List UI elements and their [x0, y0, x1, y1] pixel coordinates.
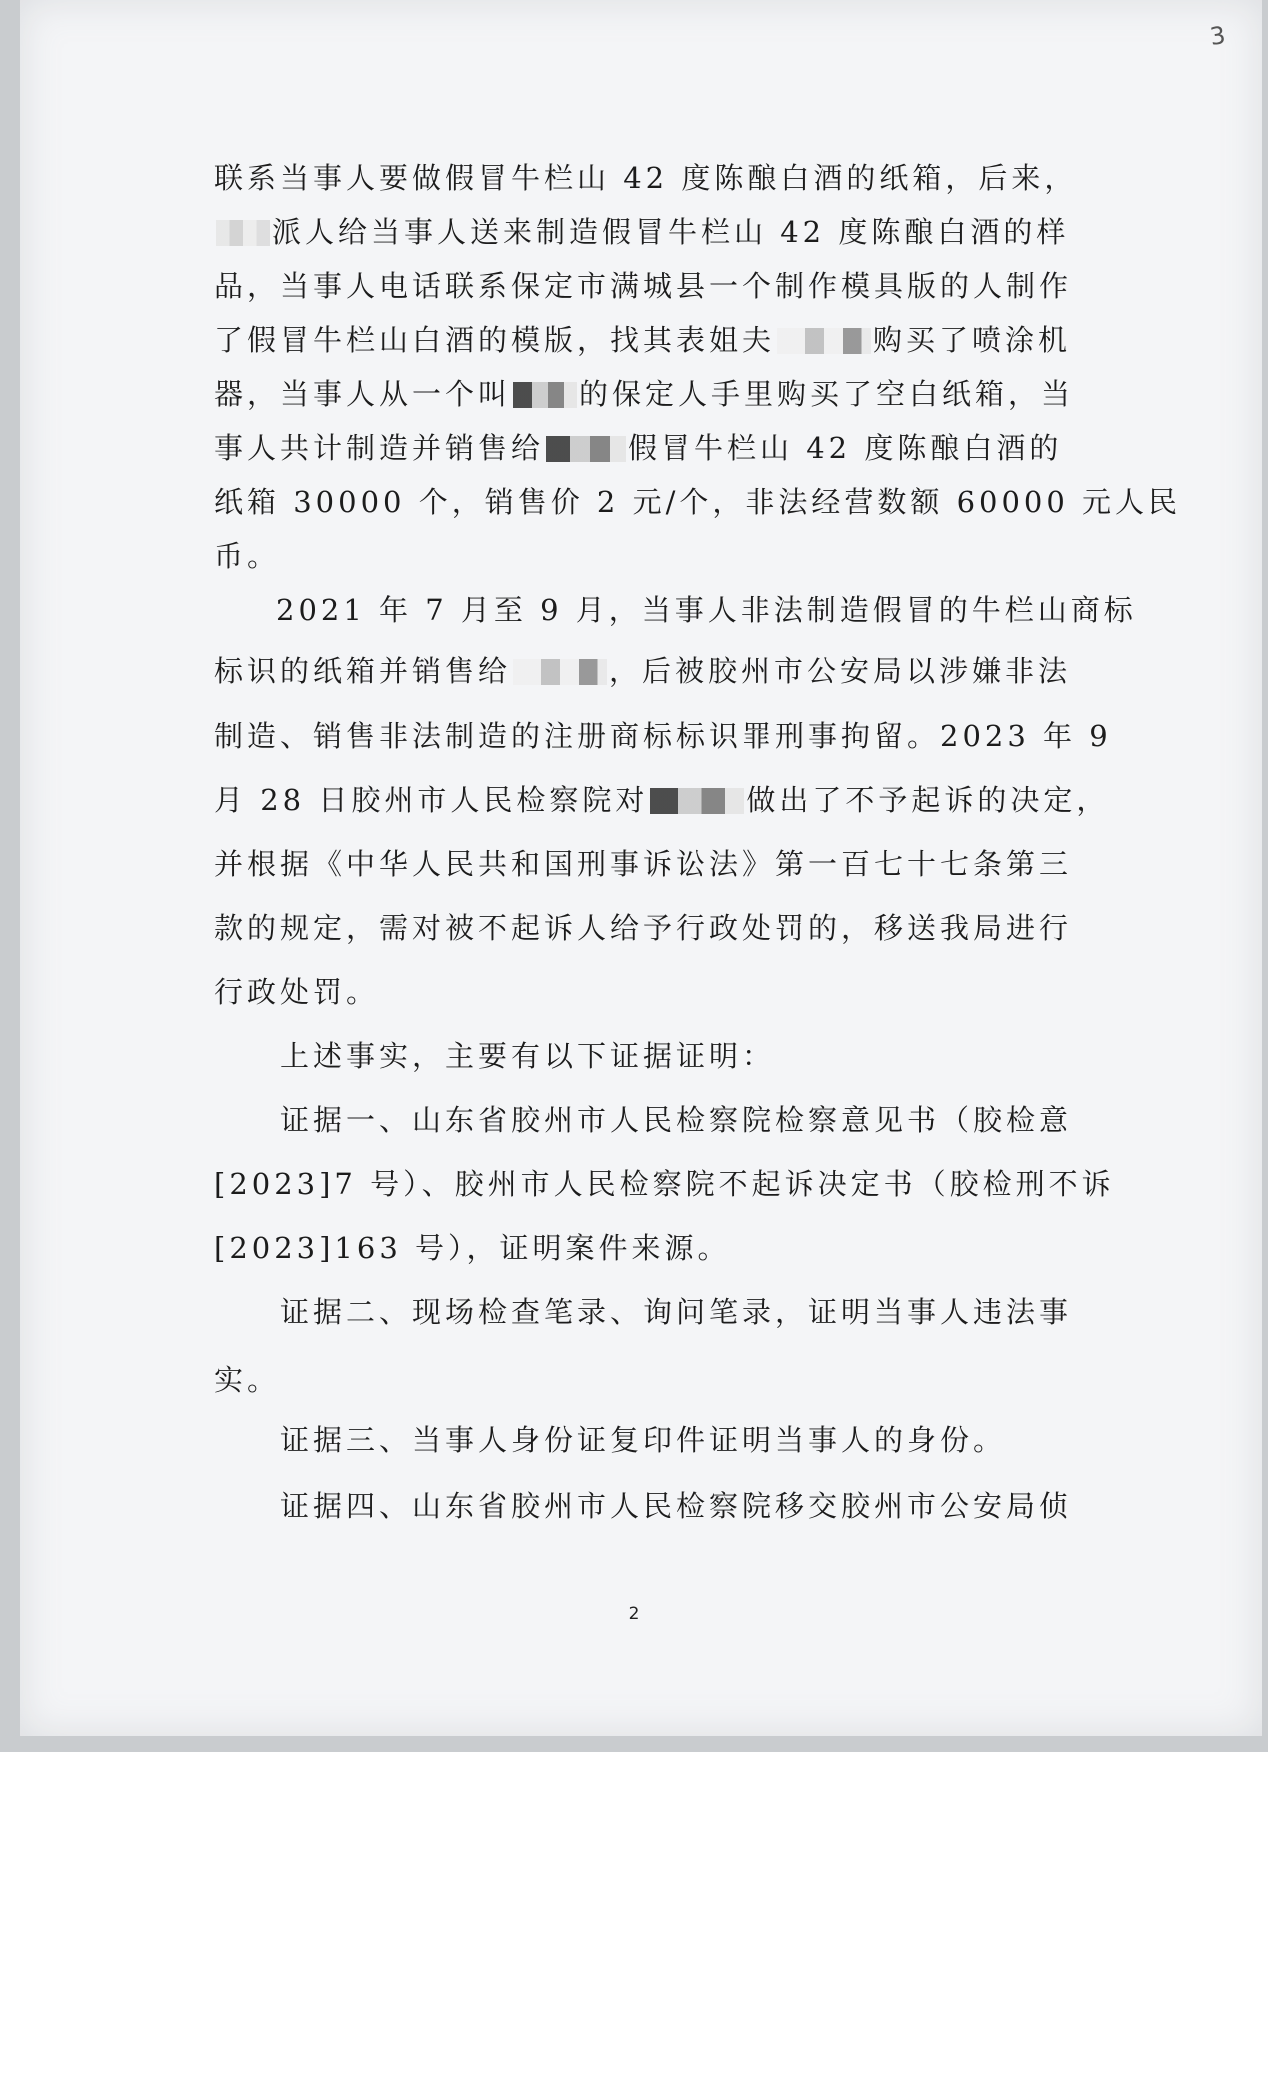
text-line: 2021 年 7 月至 9 月，当事人非法制造假冒的牛栏山商标	[276, 593, 1137, 627]
text-line: 币。	[214, 539, 281, 573]
text-segment: ，后被胶州市公安局以涉嫌非法	[609, 654, 1072, 688]
text-line	[214, 780, 1109, 820]
text-line: 证据三、当事人身份证复印件证明当事人的身份。	[280, 1423, 1007, 1457]
text-segment: 做出了不予起诉的决定，	[746, 783, 1110, 817]
text-line	[214, 212, 1069, 252]
text-segment: 派人给当事人送来制造假冒牛栏山 42 度陈酿白酒的样	[272, 215, 1070, 249]
page-number: 2	[628, 1604, 640, 1624]
text-line: [2023]163 号），证明案件来源。	[214, 1231, 731, 1265]
text-segment: 月 28 日胶州市人民检察院对	[214, 783, 649, 817]
text-segment: 的保定人手里购买了空白纸箱，当	[579, 377, 1075, 411]
text-line: 并根据《中华人民共和国刑事诉讼法》第一百七十七条第三	[214, 847, 1073, 881]
text-line: 证据四、山东省胶州市人民检察院移交胶州市公安局侦	[280, 1489, 1073, 1523]
redaction-block	[777, 328, 871, 354]
redaction-block	[513, 382, 577, 408]
text-line: 纸箱 30000 个，销售价 2 元/个，非法经营数额 60000 元人民	[214, 485, 1182, 519]
text-segment: 标识的纸箱并销售给	[214, 654, 512, 688]
text-line: 制造、销售非法制造的注册商标标识罪刑事拘留。2023 年 9	[214, 719, 1112, 753]
text-line	[214, 320, 1071, 360]
text-segment: 购买了喷涂机	[873, 323, 1072, 357]
redaction-block	[513, 659, 607, 685]
text-line: 品，当事人电话联系保定市满城县一个制作模具版的人制作	[214, 269, 1073, 303]
text-segment: 了假冒牛栏山白酒的模版，找其表姐夫	[214, 323, 776, 357]
text-line: 款的规定，需对被不起诉人给予行政处罚的，移送我局进行	[214, 911, 1073, 945]
text-line: 行政处罚。	[214, 975, 380, 1009]
text-segment: 器，当事人从一个叫	[214, 377, 512, 411]
handwritten-page-mark: 3	[1208, 21, 1228, 51]
redaction-block	[216, 220, 270, 246]
text-line: 证据二、现场检查笔录、询问笔录，证明当事人违法事	[280, 1295, 1073, 1329]
redaction-block	[546, 436, 626, 462]
text-line: 证据一、山东省胶州市人民检察院检察意见书（胶检意	[280, 1103, 1073, 1137]
text-line	[214, 651, 1071, 691]
text-line: 联系当事人要做假冒牛栏山 42 度陈酿白酒的纸箱，后来，	[214, 161, 1078, 195]
text-line	[214, 428, 1062, 468]
text-line: 上述事实，主要有以下证据证明：	[280, 1039, 776, 1073]
redaction-block	[650, 788, 744, 814]
text-line: 实。	[214, 1363, 281, 1397]
text-segment: 假冒牛栏山 42 度陈酿白酒的	[628, 431, 1063, 465]
text-line: [2023]7 号）、胶州市人民检察院不起诉决定书（胶检刑不诉	[214, 1167, 1115, 1201]
text-line	[214, 374, 1074, 414]
text-segment: 事人共计制造并销售给	[214, 431, 545, 465]
